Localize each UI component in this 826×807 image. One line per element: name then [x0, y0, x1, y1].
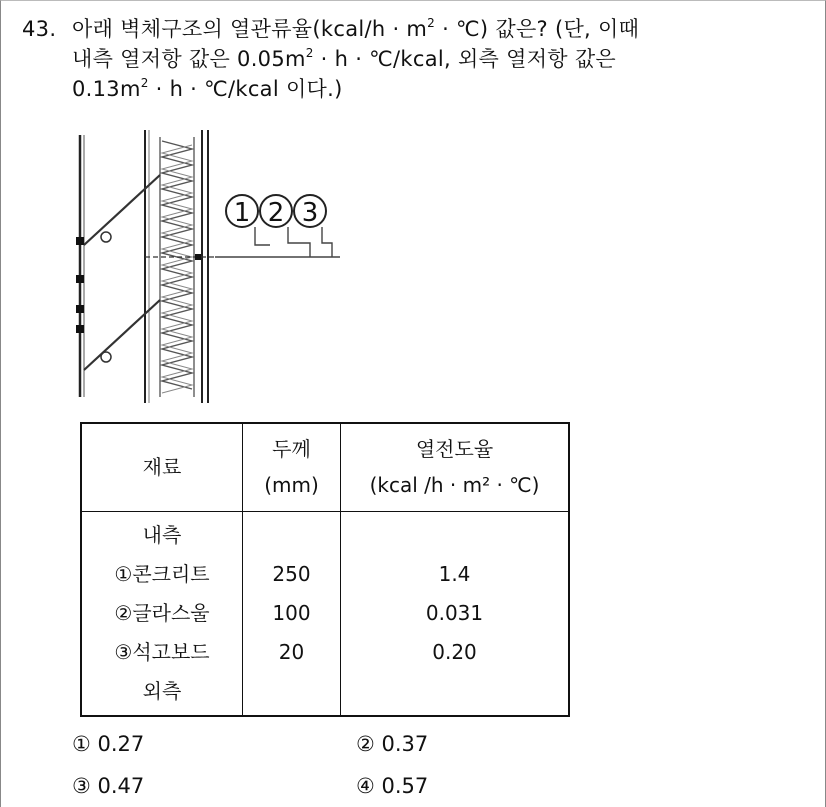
- leader-2: [288, 227, 310, 257]
- conductivity-2: 0.031: [425, 600, 484, 625]
- wall-section-diagram: [70, 125, 410, 410]
- option-2-marker: ②: [356, 732, 375, 756]
- option-4[interactable]: [356, 774, 428, 798]
- question-number: 43.: [22, 17, 57, 41]
- header-material: 재료: [81, 423, 243, 511]
- material-3: ③석고보드: [114, 639, 210, 664]
- label-2: 2: [267, 198, 285, 228]
- fastener-4: [76, 325, 84, 333]
- tie-upper-anchor: [101, 232, 111, 242]
- conductivity-1: 1.4: [438, 561, 471, 586]
- leader-1: [255, 227, 270, 245]
- table-header-row: [81, 423, 569, 511]
- thickness-2: 100: [272, 600, 311, 625]
- material-1: ①콘크리트: [114, 561, 210, 586]
- header-conductivity: 열전도율 (kcal /h · m² · ℃): [341, 423, 570, 511]
- side-outer: 외측: [142, 678, 182, 703]
- question-line-3: $0.13m^2 \cdot h$ · ℃/kcal 이다.): [72, 76, 343, 101]
- option-3-value: 0.47: [97, 774, 145, 798]
- header-thickness: 두께 (mm): [243, 423, 341, 511]
- option-2-value: 0.37: [381, 732, 429, 756]
- leader-3: [322, 227, 332, 257]
- tie-lower-anchor: [101, 352, 111, 362]
- conductivity-column: [341, 511, 570, 716]
- option-1[interactable]: [72, 732, 144, 756]
- option-3-marker: ③: [72, 774, 91, 798]
- question-line-1: 43. 아래 벽체구조의 열관류율(kcal/h · $m^2$ · ℃) 값은? (단, 이때: [22, 14, 639, 44]
- thickness-1: 250: [272, 561, 311, 586]
- option-4-value: 0.57: [381, 774, 429, 798]
- question-line-2: 내측 열저항 값은 $0.05m^2 \cdot h$ · ℃/kcal, 외측 열저항 값은: [72, 46, 617, 71]
- table-body-row: [81, 511, 569, 716]
- label-1: 1: [233, 198, 251, 228]
- question-text: [22, 14, 639, 104]
- option-4-marker: ④: [356, 774, 375, 798]
- fastener-3: [76, 305, 84, 313]
- material-2: ②글라스울: [114, 600, 210, 625]
- option-1-value: 0.27: [97, 732, 145, 756]
- option-1-marker: ①: [72, 732, 91, 756]
- fastener-1: [76, 237, 84, 245]
- option-3[interactable]: [72, 774, 144, 798]
- side-inner: 내측: [142, 522, 182, 547]
- option-2[interactable]: [356, 732, 428, 756]
- thickness-3: 20: [278, 639, 305, 664]
- conductivity-3: 0.20: [432, 639, 477, 664]
- material-column: [81, 511, 243, 716]
- label-3: 3: [301, 198, 319, 228]
- material-table: [80, 422, 570, 717]
- joint-dot-1: [195, 254, 201, 260]
- thickness-column: [243, 511, 341, 716]
- fastener-2: [76, 275, 84, 283]
